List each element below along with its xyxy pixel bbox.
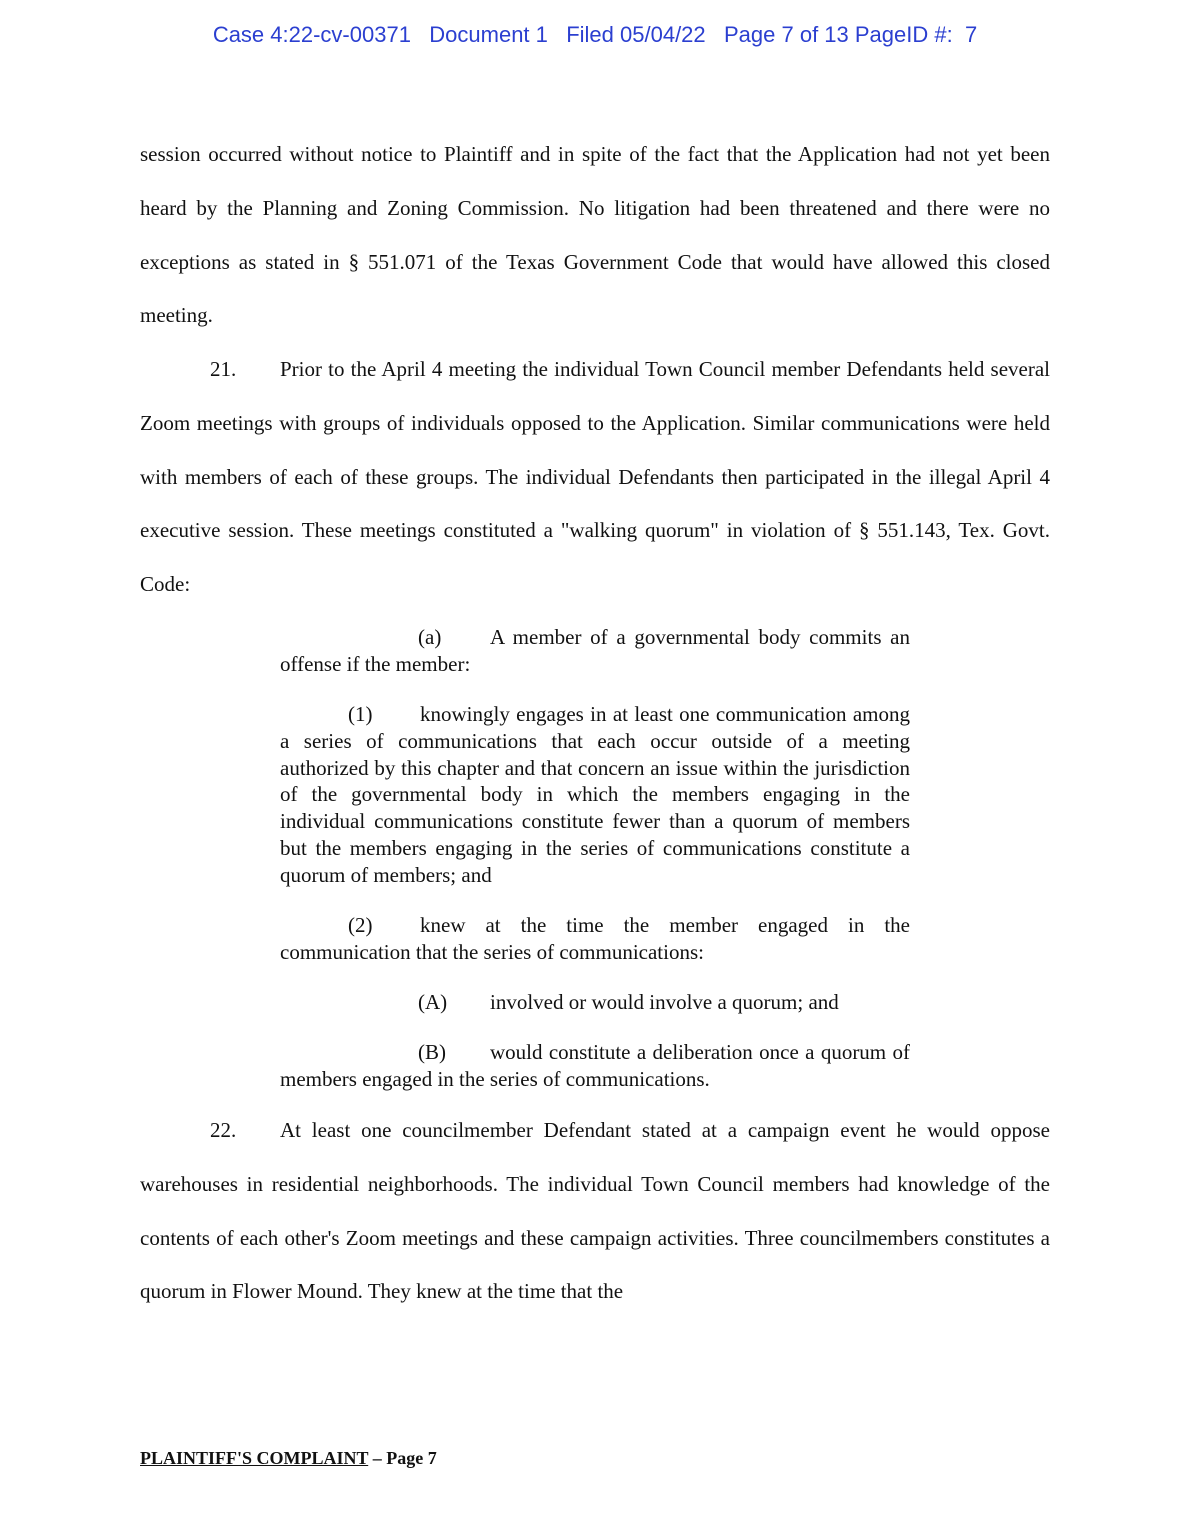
quote-item-B bbox=[280, 1039, 910, 1093]
paragraph-22 bbox=[140, 1104, 1050, 1319]
quote-item-2 bbox=[280, 912, 910, 966]
paragraph-number: 22. bbox=[210, 1118, 237, 1142]
paragraph-text: Prior to the April 4 meeting the individual Town Council member Defendants held several Zoom meetings with groups of individuals opposed to the Application. Similar communications were held with members of each of these groups. The individual Defendants then participated in the illegal April 4 executive session. These meetings constituted a "walking quorum" in violation of § 551.143, Tex. Govt. Code: bbox=[140, 357, 1050, 597]
quote-text: knew at the time the member engaged in the communication that the series of communications: bbox=[280, 913, 910, 964]
paragraph-21 bbox=[140, 343, 1050, 612]
page-footer bbox=[140, 1448, 437, 1469]
footer-page-number: – Page 7 bbox=[368, 1448, 437, 1468]
quote-subsection-a bbox=[280, 624, 910, 678]
quote-label: (A) bbox=[418, 990, 448, 1014]
quote-item-1 bbox=[280, 701, 910, 889]
quote-label: (B) bbox=[418, 1040, 446, 1064]
footer-title: PLAINTIFF'S COMPLAINT bbox=[140, 1448, 369, 1468]
filing-stamp-header: Case 4:22-cv-00371 Document 1 Filed 05/04/22 Page 7 of 13 PageID #: 7 bbox=[212, 22, 978, 47]
quote-label: (a) bbox=[418, 625, 442, 649]
quote-text: A member of a governmental body commits an offense if the member: bbox=[280, 625, 910, 676]
quote-label: (1) bbox=[348, 702, 373, 726]
quote-text: would constitute a deliberation once a quorum of members engaged in the series of communications. bbox=[280, 1040, 910, 1091]
quote-text: involved or would involve a quorum; and bbox=[490, 990, 839, 1014]
paragraph-number: 21. bbox=[210, 357, 237, 381]
continuation-paragraph: session occurred without notice to Plaintiff and in spite of the fact that the Application had not yet been heard by the Planning and Zoning Commission. No litigation had been threatened and there were no exceptions as stated in § 551.071 of the Texas Government Code that would have allowed this closed meeting. bbox=[140, 142, 1050, 328]
quote-item-A bbox=[280, 989, 910, 1016]
quote-text: knowingly engages in at least one communication among a series of communications that each occur outside of a meeting authorized by this chapter and that concern an issue within the jurisdiction of the governmental body in which the members engaging in the individual communications constitute fewer than a quorum of members but the members engaging in the series of communications constitute a quorum of members; and bbox=[280, 702, 910, 887]
quote-label: (2) bbox=[348, 913, 373, 937]
paragraph-text: At least one councilmember Defendant stated at a campaign event he would oppose warehouses in residential neighborhoods. The individual Town Council members had knowledge of the contents of each other's Zoom meetings and these campaign activities. Three councilmembers constitutes a quorum in Flower Mound. They knew at the time that the bbox=[140, 1118, 1050, 1304]
